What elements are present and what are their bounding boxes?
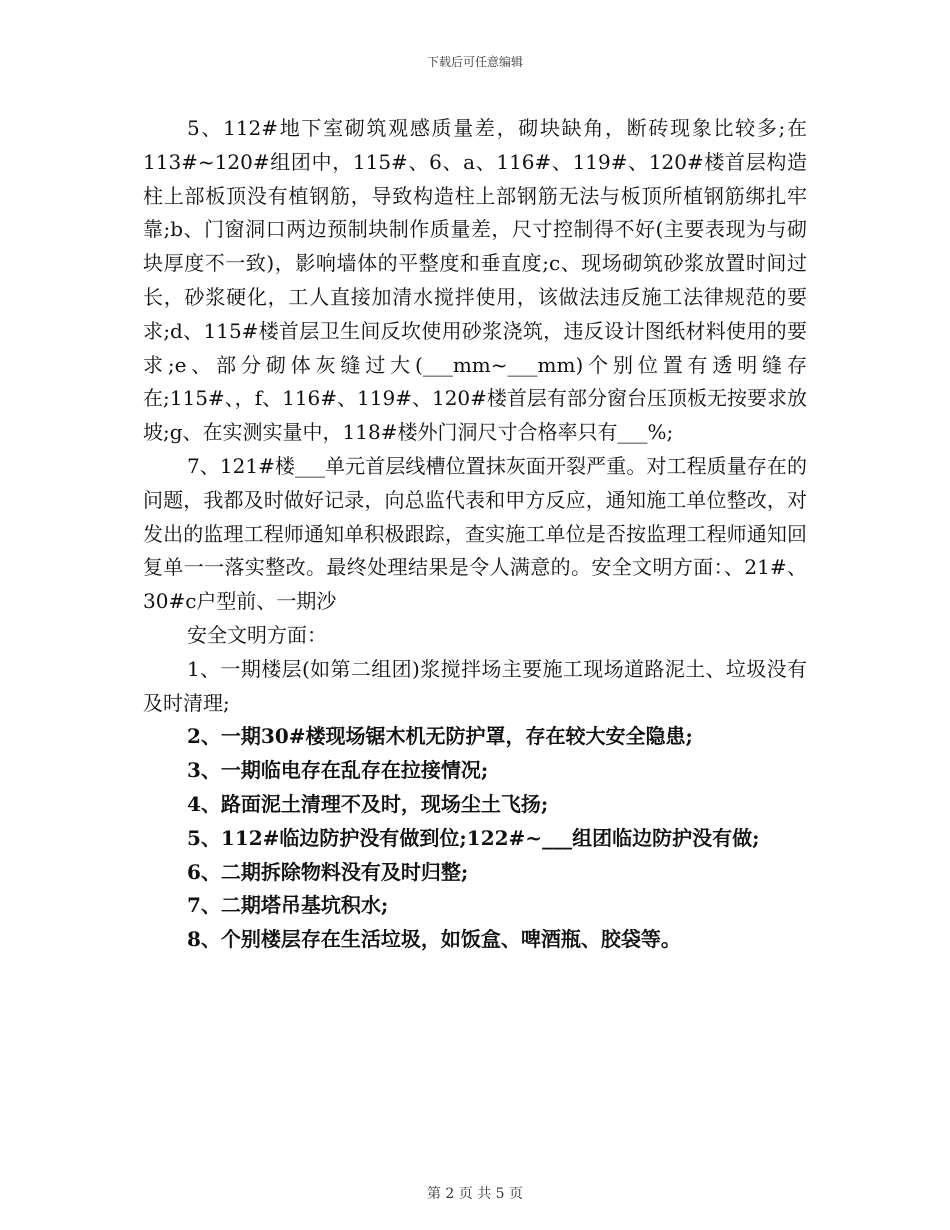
safety-item-1: 1、一期楼层(如第二组团)浆搅拌场主要施工现场道路泥土、垃圾没有及时清理; bbox=[143, 656, 807, 715]
paragraph-item-5: 5、112#地下室砌筑观感质量差，砌块缺角，断砖现象比较多;在113#~120#组团中，115#、6、a、116#、119#、120#楼首层构造柱上部板顶没有植钢筋，导致构造柱上部钢筋无法与板顶所植钢筋绑扎牢靠;b、门窗洞口两边预制块制作质量差，尺寸控制得不好(主要表现为与砌块厚度不一致)，影响墙体的平整度和垂直度;c、现场砌筑砂浆放置时间过长，砂浆硬化，工人直接加清水搅拌使用，该做法违反施工法律规范的要求;d、115#楼首层卫生间反坎使用砂浆浇筑，违反设计图纸材料使用的要求;e、部分砌体灰缝过大(___mm~___mm)个别位置有透明缝存在;115#、，f、116#、119#、120#楼首层有部分窗台压顶板无按要求放坡;g、在实测实量中，118#楼外门洞尺寸合格率只有___%; bbox=[143, 116, 807, 445]
safety-item-8: 8、个别楼层存在生活垃圾，如饭盒、啤酒瓶、胶袋等。 bbox=[187, 927, 681, 952]
section-heading-safety: 安全文明方面： bbox=[187, 622, 327, 647]
page-footer: 第 2 页 共 5 页 bbox=[426, 1186, 524, 1202]
safety-item-3: 3、一期临电存在乱存在拉接情况; bbox=[187, 758, 489, 783]
safety-item-5: 5、112#临边防护没有做到位;122#~___组团临边防护没有做; bbox=[187, 825, 760, 850]
safety-item-2: 2、一期30#楼现场锯木机无防护罩，存在较大安全隐患; bbox=[187, 724, 693, 749]
safety-item-7: 7、二期塔吊基坑积水; bbox=[187, 893, 389, 918]
paragraph-item-7: 7、121#楼___单元首层线槽位置抹灰面开裂严重。对工程质量存在的问题，我都及时做好记录，向总监代表和甲方反应，通知施工单位整改，对发出的监理工程师通知单积极跟踪，查实施工单位是否按监理工程师通知回复单一一落实整改。最终处理结果是令人满意的。安全文明方面：、21#、30#c户型前、一期沙 bbox=[143, 453, 807, 614]
safety-item-6: 6、二期拆除物料没有及时归整; bbox=[187, 859, 469, 884]
document-body bbox=[143, 112, 807, 957]
safety-item-4: 4、路面泥土清理不及时，现场尘土飞扬; bbox=[187, 791, 549, 816]
page-header: 下载后可任意编辑 bbox=[426, 55, 523, 69]
